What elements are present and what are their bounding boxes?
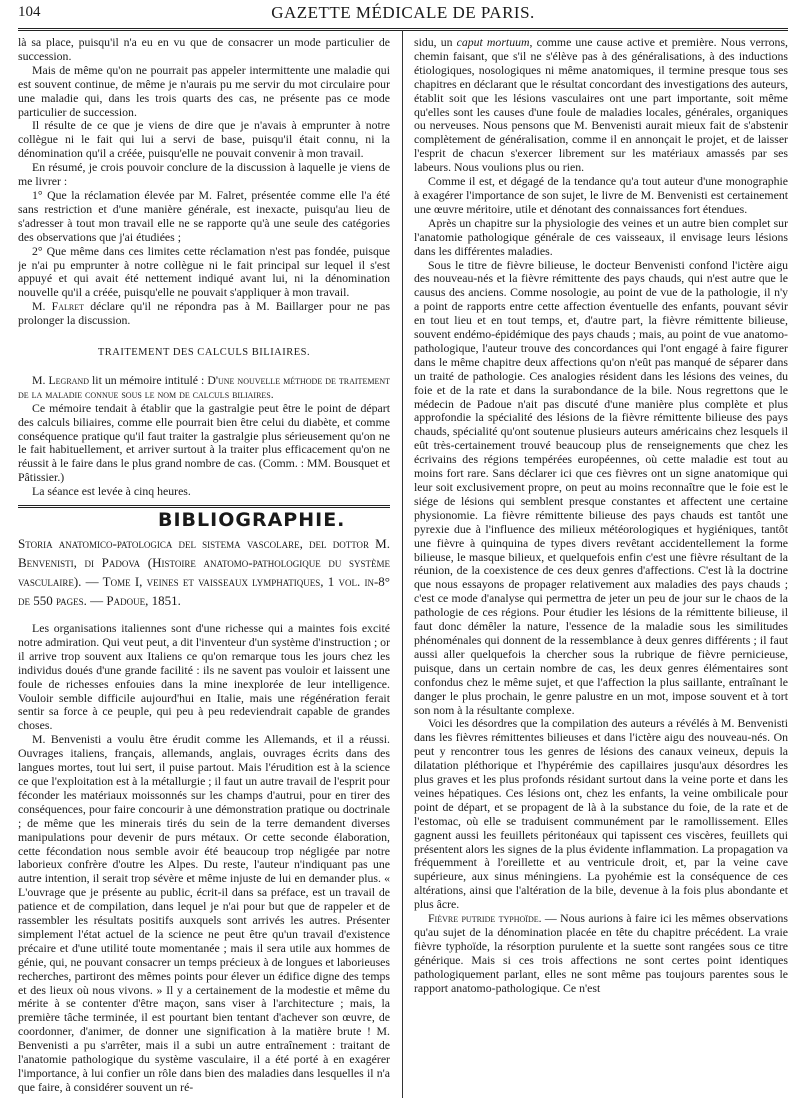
section-rule: [18, 505, 390, 508]
disease-heading: Fièvre putride typhoïde.: [428, 911, 542, 926]
paragraph: M. Benvenisti a voulu être érudit comme les Allemands, et il a réussi. Ouvrages italiens, français, allemands, anglais, ouvrages écrits dans des langues mortes, tout lui sert, il puise partout. Mais l'érudition est à la science ce que l'exploitation est à la métallurgie ; il faut un autre travail de l'esprit pour féconder les matériaux moissonnés sur les champs d'autrui, pour en tirer des conséquences, pour faire concourir à une démonstration pratique ou doctrinale ; de même que les minerais tirés du sein de la terre demandent diverses manipulations pour devenir de purs métaux. Or cette seconde élaboration, cette fécondation nous semble avoir été beaucoup trop négligée par notre laborieux confrère d'outre les Alpes. Du reste, l'auteur n'indiquant pas une autre intention, il serait trop sévère et même injuste de lui en demander plus. « L'ouvrage que je présente au public, écrit-il dans sa préface, est un travail de patience et de compilation, dans lequel je n'ai pour but que de rappeler et de rassembler les résultats positifs auxquels sont arrivés les autres. Présenter simplement l'état actuel de la science ne peut être qu'un travail d'existence précaire et d'une utilité toute momentanée ; mais il sera utile aux hommes de génie, qui, ne pouvant consacrer un temps précieux à de longues et laborieuses recherches, partiront des mêmes points pour élever un édifice digne des temps et des lieux où nous vivons. » Il y a certainement de la modestie et même du mérite à se contenter d'être maçon, sans viser à l'architecture ; mais, la première tâche terminée, il est pourtant bien tentant d'achever son œuvre, de coordonner, d'animer, de donner une signification à la matière brute ! M. Benvenisti a pu s'arrêter, mais il a subi un autre entraînement : traitant de l'anatomie pathologique du système vasculaire, il a été porté à en exagérer l'importance, à lui confier un rôle dans bien des maladies dans lesquelles il n'a que faire, à considérer souvent un ré-: [18, 732, 390, 1094]
paragraph-text: , comme une cause active et première. Nous verrons, chemin faisant, que s'il ne s'élève pas à des généralisations, à des inductions étiologiques, nosologiques ni même anatomiques, il termine presque tous ses chapitres en déclarant que le résultat concordant des investigations des auteurs, établit soit que les lésions vasculaires ont une part importante, soit même qu'elles sont les causes d'une foule de maladies locales, générales, organiques ou nerveuses. Nous pensons que M. Benvenisti aurait mieux fait de s'abstenir complètement de généralisation, comme il en annonçait le projet, et de laisser l'esprit de chacun s'exercer librement sur les matériaux amassés par ses labeurs. Nous voulions plus ou rien.: [414, 36, 788, 175]
memoir-title: D'une nouvelle méthode de traitement de la maladie connue sous le nom de calculs biliaires.: [18, 372, 390, 401]
paragraph: Il résulte de ce que je viens de dire que je n'avais à emprunter à notre collègue ni le fait qui lui a servi de base, puisqu'il était connu, ni la dénomination qu'il a créée, puisqu'elle ne pouvait convenir à mon travail.: [18, 118, 390, 161]
paragraph: Les organisations italiennes sont d'une richesse qui a maintes fois excité notre admiration. Qui veut peut, a dit l'inventeur d'un système d'instruction ; or il arrive trop souvent aux Italiens ce qu'on remarque tous les jours chez les individus doués d'une grande facilité : ils ne savent pas vouloir et laissent une foule de richesses enfouies dans la mine inexplorée de leur intelligence. Vouloir semble difficile aujourd'hui en Italie, mais une régénération ferait sentir sa force à ce peuple, qui peu à peu redeviendrait capable de grandes choses.: [18, 621, 390, 733]
column-separator: [402, 30, 403, 1098]
page-header: [18, 0, 788, 26]
citation-french-title: (Histoire anatomo-pathologique du système vasculaire).: [18, 555, 390, 589]
paragraph: [414, 36, 788, 175]
section-subheading: TRAITEMENT DES CALCULS BILIAIRES.: [97, 347, 311, 359]
page-number: 104: [18, 4, 41, 20]
paragraph-text: déclare qu'il ne répondra pas à M. Baillarger pour ne pas prolonger la discussion.: [18, 299, 390, 328]
citation-title: Storia anatomico-patologica del sistema vascolare, del dottor M. Benvenisti, di Padova: [18, 536, 390, 570]
speaker-name: M. Legrand: [32, 372, 89, 387]
left-column: [18, 36, 390, 1098]
journal-title: GAZETTE MÉDICALE DE PARIS.: [271, 3, 535, 22]
paragraph: là sa place, puisqu'il n'a eu en vu que de consacrer un mode particulier de succession.: [18, 36, 390, 63]
paragraph: Sous le titre de fièvre bilieuse, le docteur Benvenisti confond l'ictère aigu des nouveau-nés et la fièvre rémittente des pays chauds, qui n'est autre que le causus des anciens. Comme nosologie, au point de vue de la pathologie, il n'y a point de rapports entre cette affection éventuelle des enfants, pouvant sévir en tout lieu et en tout temps, et, d'autre part, la fièvre rémittente bilieuse, souvent endémo-épidémique des pays chauds ; mais, au point de vue anatomo-pathologique, l'auteur trouve des concordances qui l'ont engagé à faire figurer dans le même chapitre deux affections qu'on n'eût pas manqué de séparer dans un traité de pathologie. Ces analogies résident dans les lésions des veines, du foie et de la rate et dans la surabondance de la bile. Nous regrettons que le médecin de Padoue n'ait pas discuté d'une manière plus complète et plus approfondie la spécialité des lésions de la fièvre rémittente bilieuse des pays chauds, spécialité qu'ont soutenue plusieurs auteurs américains chez lesquels il eût très-certainement trouvé beaucoup plus de renseignements que chez les écrivains des régions tempérées européennes, où cette maladie est tout au moins fort rare. Sans déclarer ici que ces fièvres ont un signe anatomique qui leur soit exclusivement propre, on peut au moins reconnaître que le foie est le siége de lésions qui semblent presque constantes et affectent une certaine physionomie. La fièvre rémittente bilieuse des pays chauds est tantôt une pyrexie due à l'influence des milieux météorologiques et hygiéniques, tantôt une fièvre à quinquina de types divers revêtant accidentellement la forme bilieuse, le masque bilieux, et quelquefois enfin c'est une fièvre résultant de la réunion, de la coexistence de ces deux genres d'affections. C'est là la doctrine que nous essayons de propager relativement aux maladies des pays chauds ; c'est ce mode d'analyse qui permettra de jeter un peu de jour sur le chaos de la pathologie de ces régions. Pour étudier les lésions de la rémittente bilieuse, il faut donc démêler la nature, l'essence de la maladie sous les similitudes phénoménales qui donnent de la ressemblance à deux genres différents ; il faut aussi aller quelquefois la chercher sous la rubrique de fièvre pernicieuse, puisque, dans un certain nombre de cas, les deux genres élémentaires sont confondus chez le même sujet, et que l'affection la plus saillante, entraînant le danger le plus prochain, le genre palustre en un mot, impose souvent et à tort son nom à la résultante complexe.: [414, 257, 788, 717]
latin-term: caput mortuum: [456, 36, 530, 49]
book-citation: [18, 534, 390, 610]
right-column: [414, 36, 788, 1098]
citation-details: — Tome I, veines et vaisseaux lymphatiques, 1 vol. in-8° de 550 pages. — Padoue, 1851.: [18, 574, 390, 608]
header-rule: [18, 28, 788, 31]
paragraph-text: sidu, un: [414, 36, 457, 49]
paragraph: Comme il est, et dégagé de la tendance qu'a tout auteur d'une monographie à exagérer l'importance de son sujet, le livre de M. Benvenisti est certainement une œuvre méritoire, utile et dénotant des connaissances fort étendues.: [414, 174, 788, 216]
speaker-name: M. Falret: [32, 299, 85, 314]
paragraph: En résumé, je crois pouvoir conclure de la discussion à laquelle je viens de me livrer :: [18, 160, 390, 189]
bibliography-heading: BIBLIOGRAPHIE.: [158, 509, 346, 532]
paragraph: [18, 374, 390, 402]
paragraph: [414, 912, 788, 995]
paragraph: [18, 300, 390, 328]
paragraph-text: — Nous aurions à faire ici les mêmes observations qu'au sujet de la dénomination placée en tête du chapitre précédent. La vraie fièvre typhoïde, la résorption purulente et la suette sont rangées sous ce titre générique. Mais si ces trois affections ne sont certes point identiques pathologiquement parlant, elles ne sont même pas toujours parentes sous le rapport anatomo-pathologique. Ce n'est: [414, 911, 788, 995]
paragraph: Ce mémoire tendait à établir que la gastralgie peut être le point de départ des calculs biliaires, comme elle pourrait bien être celui du diabète, et comme conséquence pratique qu'il faut traiter la gastralgie plus sérieusement qu'on ne le fait habituellement, et arriver surtout à la traiter plus efficacement qu'on ne réussit à le faire dans le plus grand nombre de cas. (Comm. : MM. Bousquet et Pâtissier.): [18, 400, 390, 485]
paragraph: Voici les désordres que la compilation des auteurs a révélés à M. Benvenisti dans les fièvres rémittentes bilieuses et dans l'ictère aigu des nouveau-nés. On peut y rencontrer tous les genres de lésions des canaux veineux, depuis la dilatation pléthorique et l'hypérémie des capillaires jusqu'aux désordres les plus graves et les plus profonds résidant surtout dans la veine porte et dans les veines hépatiques. Ces lésions ont, chez les enfants, la veine ombilicale pour point de départ, et se propagent de là à la substance du foie, de la rate et de l'estomac, où elle se traduisent communément par le ramollissement. Elles gagnent aussi les feuillets péritonéaux qui tapissent ces viscères, feuillets qui présentent alors les signes de la plus évidente inflammation. La propagation va fréquemment à l'oreillette et au ventricule droit, et, par la veine cave supérieure, aux sinus méningiens. La pyohémie est la conséquence de ces altérations, ainsi que l'altération de la bile, devenue à la fois plus abondante et plus âcre.: [414, 716, 788, 912]
paragraph: La séance est levée à cinq heures.: [32, 484, 191, 499]
paragraph: Après un chapitre sur la physiologie des veines et un autre bien complet sur l'anatomie pathologique générale de ces vaisseaux, il envisage leurs lésions dans les différentes maladies.: [414, 215, 788, 258]
paragraph: 1° Que la réclamation élevée par M. Falret, présentée comme elle l'a été sans restriction et d'une manière générale, est inexacte, puisqu'au lieu de s'adresser à tout mon travail elle ne se rapporte qu'à une seule des catégories des observations que j'ai étudiées ;: [18, 187, 390, 244]
paragraph: 2° Que même dans ces limites cette réclamation n'est pas fondée, puisque je n'ai pu emprunter à notre collègue ni le fait principal sur lequel il s'est appuyé et qui avait été nettement indiqué avant lui, ni la dénomination nouvelle qu'il a créée, puisqu'elle ne pouvait s'appliquer à mon travail.: [18, 243, 390, 300]
paragraph: Mais de même qu'on ne pourrait pas appeler intermittente une maladie qui est souvent continue, de même je n'aurais pu me servir du mot circulaire pour une maladie qui, dans les trois quarts des cas, ne présente pas ce mode particulier de succession.: [18, 62, 390, 119]
paragraph-text: lit un mémoire intitulé :: [89, 372, 208, 387]
